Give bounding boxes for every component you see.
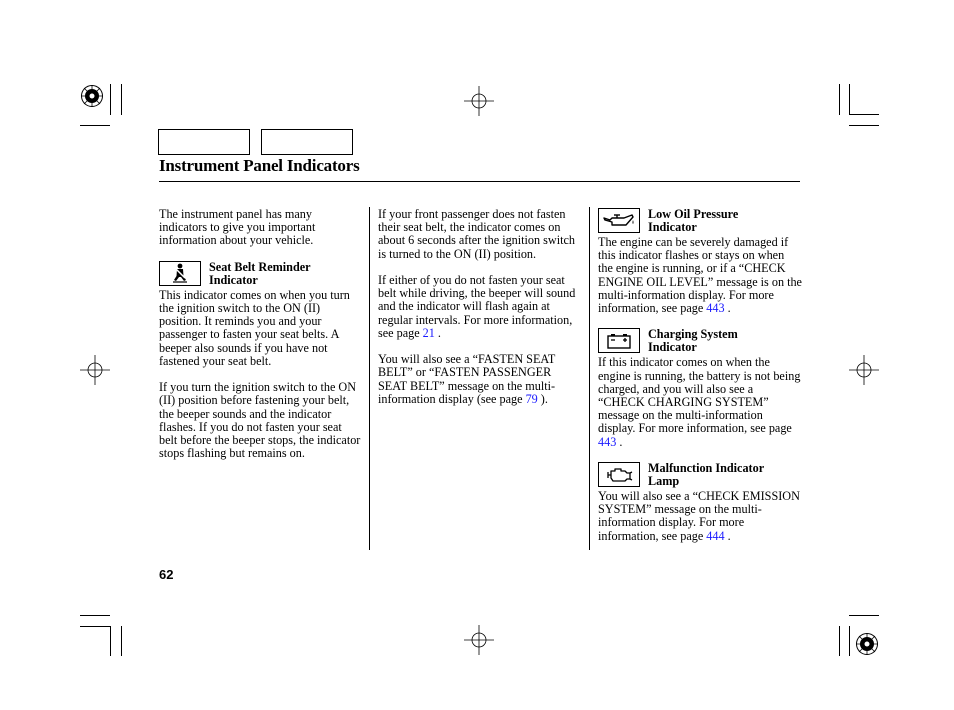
beeper-end: .: [434, 325, 441, 340]
crosshair-mark-icon: [464, 625, 494, 655]
charging-heading-row: [598, 328, 802, 354]
beeper-paragraph: [378, 274, 582, 340]
message-end: ).: [537, 391, 548, 406]
charging-heading: Charging System Indicator: [648, 327, 738, 355]
page-link[interactable]: 21: [422, 325, 435, 340]
message-paragraph: [378, 353, 582, 406]
beeper-text: If either of you do not fasten your seat belt while driving, the beeper will sound and the indicator will flash again at regular intervals. For more information, see page: [378, 273, 576, 340]
oil-end: .: [724, 301, 731, 316]
registration-starburst-icon: [855, 632, 879, 656]
page-link[interactable]: 444: [706, 528, 725, 543]
crop-mark: [849, 114, 879, 115]
crop-mark: [121, 84, 122, 115]
seatbelt-heading: Seat Belt Reminder Indicator: [209, 259, 311, 287]
crop-mark: [110, 626, 111, 656]
passenger-paragraph: If your front passenger does not fasten their seat belt, the indicator comes on about 6 seconds after the ignition switch is turned to the ON (II) position.: [378, 207, 575, 261]
registration-starburst-icon: [80, 84, 104, 108]
crop-mark: [80, 626, 110, 627]
crop-mark: [849, 615, 879, 616]
oil-text: The engine can be severely damaged if this indicator flashes or stays on when the engine is running, or if a “CHECK ENGINE OIL LEVEL” message is on the multi-information display. For more information, see page: [598, 235, 802, 316]
mil-end: .: [724, 528, 731, 543]
crop-mark: [849, 125, 879, 126]
seatbelt-paragraph-1: This indicator comes on when you turn the ignition switch to the ON (II) position. It reminds you and your passenger to fasten your seat belts. A beeper also sounds if you have not fastened your seat belt.: [159, 287, 350, 368]
seatbelt-icon: [159, 261, 201, 286]
crop-mark: [80, 615, 110, 616]
mil-heading-row: [598, 462, 802, 488]
section-tab-box: [158, 129, 250, 155]
section-tab-box: [261, 129, 353, 155]
engine-icon: [598, 462, 640, 487]
column-divider: [369, 207, 370, 550]
charging-text: If this indicator comes on when the engine is running, the battery is not being charged, and you will also see a “CHECK CHARGING SYSTEM” message on the multi-information display. For more information, see page: [598, 355, 801, 436]
column-3: [598, 208, 802, 556]
crosshair-mark-icon: [80, 355, 110, 385]
page-link[interactable]: 443: [706, 301, 725, 316]
page-link[interactable]: 79: [525, 391, 538, 406]
crop-mark: [839, 626, 840, 656]
crosshair-mark-icon: [849, 355, 879, 385]
mil-paragraph: [598, 490, 802, 543]
intro-paragraph: The instrument panel has many indicators to give you important information about your vehicle.: [159, 207, 316, 248]
page-number: 62: [159, 567, 174, 582]
oil-heading: Low Oil Pressure Indicator: [648, 207, 739, 234]
oil-can-icon: [598, 208, 640, 233]
crop-mark: [849, 84, 850, 115]
oil-paragraph: [598, 236, 802, 315]
column-2: [378, 208, 582, 419]
charging-end: .: [616, 434, 623, 449]
message-text: You will also see a “FASTEN SEAT BELT” or “FASTEN PASSENGER SEAT BELT” message on the multi-information display (see page: [378, 352, 556, 406]
page-title: Instrument Panel Indicators: [159, 156, 360, 175]
mil-heading: Malfunction Indicator Lamp: [648, 461, 764, 489]
column-1: [159, 208, 363, 474]
seatbelt-heading-row: [159, 261, 363, 287]
battery-icon: [598, 328, 640, 353]
page-link[interactable]: 443: [598, 434, 617, 449]
crop-mark: [849, 626, 850, 656]
crop-mark: [110, 84, 111, 115]
title-rule: [159, 181, 800, 182]
column-divider: [589, 207, 590, 550]
seatbelt-paragraph-2: If you turn the ignition switch to the ON (II) position before fastening your belt, the beeper sounds and the indicator flashes. If you do not fasten your seat belt before the beeper stops, the indicator stops flashing but remains on.: [159, 380, 361, 461]
oil-heading-row: [598, 208, 802, 234]
crop-mark: [80, 125, 110, 126]
mil-text: You will also see a “CHECK EMISSION SYSTEM” message on the multi-information display. For more information, see page: [598, 489, 800, 543]
crop-mark: [839, 84, 840, 115]
crop-mark: [121, 626, 122, 656]
charging-paragraph: [598, 356, 802, 448]
crosshair-mark-icon: [464, 86, 494, 116]
